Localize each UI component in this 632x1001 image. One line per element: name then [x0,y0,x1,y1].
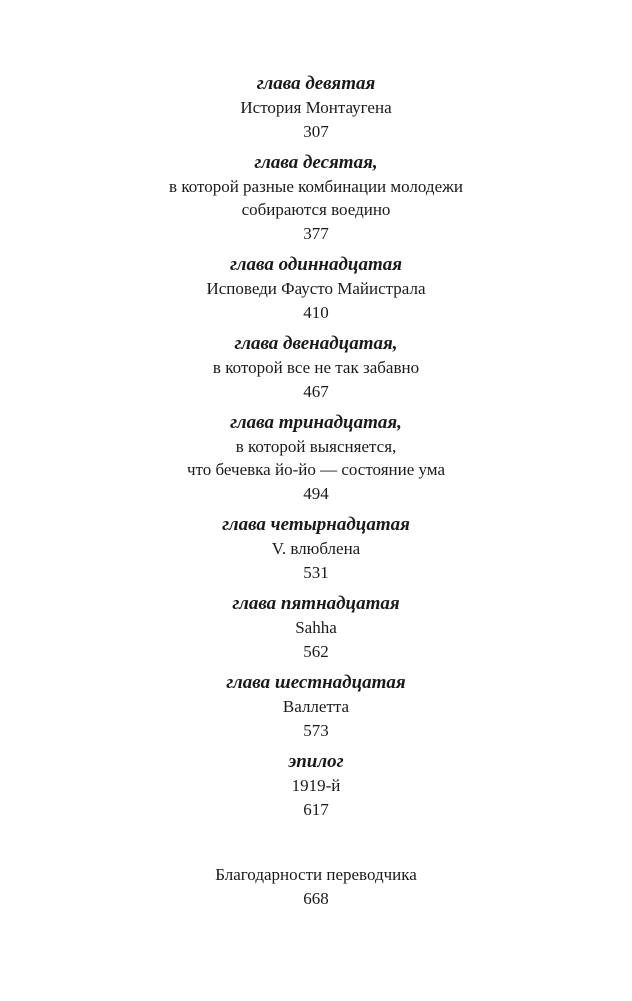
page-number: 531 [303,563,329,582]
toc-entry-acknowledgements [0,863,632,912]
toc-entry-chapter-13 [0,411,632,507]
chapter-heading: глава двенадцатая, [234,333,398,354]
chapter-subtitle: Исповеди Фаусто Майистрала [206,279,426,298]
chapter-subtitle: 1919-й [291,776,341,795]
table-of-contents [0,72,632,918]
page-number: 562 [303,642,329,661]
chapter-subtitle: в которой выясняется, что бечевка йо-йо — состояние ума [187,437,445,479]
page-number: 573 [303,721,329,740]
page-number: 377 [303,224,329,243]
toc-entry-chapter-10 [0,151,632,247]
chapter-subtitle: в которой разные комбинации молодежи собираются воедино [169,177,463,219]
chapter-subtitle: Sahha [295,618,337,637]
toc-entry-chapter-16 [0,671,632,744]
toc-entry-epilogue [0,750,632,823]
chapter-heading: глава десятая, [254,152,378,173]
page-number: 307 [303,122,329,141]
acknowledgements-title: Благодарности переводчика [215,865,417,884]
toc-entry-chapter-11 [0,253,632,326]
toc-entry-chapter-14 [0,513,632,586]
page-number: 668 [303,889,329,908]
chapter-heading: глава девятая [256,73,376,94]
toc-entry-chapter-15 [0,592,632,665]
page-number: 410 [303,303,329,322]
chapter-subtitle: История Монтаугена [240,98,392,117]
page-number: 467 [303,382,329,401]
chapter-subtitle: V. влюблена [271,539,361,558]
chapter-heading: глава четырнадцатая [222,514,410,535]
chapter-heading: глава шестнадцатая [226,672,406,693]
chapter-heading: глава пятнадцатая [232,593,400,614]
toc-entry-chapter-12 [0,332,632,405]
chapter-subtitle: в которой все не так забавно [212,358,420,377]
chapter-heading: глава одиннадцатая [229,254,403,275]
page-number: 617 [303,800,329,819]
toc-entry-chapter-9 [0,72,632,145]
chapter-heading: глава тринадцатая, [230,412,402,433]
chapter-subtitle: Валлетта [282,697,350,716]
page-number: 494 [303,484,329,503]
chapter-heading: эпилог [288,751,344,772]
